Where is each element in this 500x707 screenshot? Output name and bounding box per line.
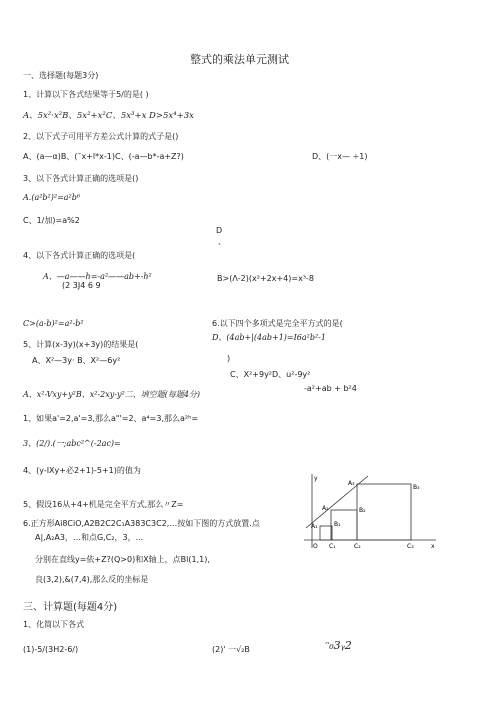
question-3-option-a: A.(a²b²)²=a²b⁶ [23, 193, 81, 202]
question-1: 1、计算以下各式结果等于5/的是( ) [23, 90, 149, 99]
question-3: 3、以下各式计算正确的选项是() [23, 174, 139, 183]
label-y: y [314, 475, 318, 482]
question-6-option-d: D、(4ab+|(4ab+1)=I6a²b²-1 [212, 333, 326, 342]
question-5-paren: ) [227, 354, 231, 363]
question-4-option-c: C>(a-b)²=a²-b² [23, 319, 84, 328]
label-a1: A₁ [311, 523, 318, 530]
fill-question-4: 4、(y-IXy+必2+1)-5+1)的值为 [23, 466, 141, 475]
question-4-option-a-denominators: (2 3J4 6 9 [62, 281, 101, 290]
fill-question-6: 6.正方形Ai8CiO,A2B2C2C₁A383C3C2,…按如下图的方式放置.点 [23, 519, 260, 528]
label-c1: C₁ [329, 543, 336, 550]
question-6-tail-expression: -a²+ab + b²4 [304, 384, 357, 393]
question-4-option-b: B>(Λ-2)(x²+2x+4)=x³-8 [217, 274, 315, 283]
label-a3: A₃ [348, 480, 355, 487]
section-calc-heading: 三、计算题(每题4分) [23, 602, 118, 613]
question-3-option-d-mark: 、 [218, 237, 226, 246]
fill-question-1: 1、如果a'=2,a'=3,那么a"'=2、a⁴=3,那么a²ʰ= [23, 414, 199, 423]
question-4-option-a: A、—a——h=-a²——ab+-h² [43, 272, 152, 281]
square-1 [320, 526, 332, 540]
question-2-option-d: D、(一x— ÷1) [312, 152, 368, 161]
fill-question-5: 5、假设16从+4+机是完全平方式,那么〃Z= [23, 500, 184, 509]
calc-question-1: 1、化简以下各式 [23, 620, 85, 629]
calc-question-1-part-2: (2)' 一√₂B [212, 645, 250, 654]
question-1-options: A、5x²·x²B、5x²+x²C、5x³+x D>5x⁴+3x [23, 111, 194, 121]
question-6-options-and-fill-heading: A、x²-Vxy+y²B、x²-2xy-y²二、填空题(每题4分) [23, 390, 201, 399]
calc-question-1-part-1: (1)-5/(3H2-6/) [23, 645, 79, 654]
label-b2: B₂ [359, 507, 366, 514]
question-4: 4、以下各式计算正确的选项是( [23, 251, 136, 260]
question-5-options-ab: A、X²—3y· B、X²—6y² [32, 356, 121, 365]
label-c2: C₂ [354, 543, 361, 550]
page-title: 整式的乘法单元测试 [190, 53, 289, 66]
calc-question-1-part-3: ᵔ₀3ᵧ2 [325, 639, 352, 652]
label-b3: B₃ [413, 484, 420, 491]
label-x: x [431, 543, 435, 550]
question-2: 2、以下式子可用平方差公式计算的式子是() [23, 132, 179, 141]
label-o: O [313, 543, 318, 550]
question-3-option-c: C、1/加)=a%2 [23, 216, 80, 225]
fill-question-6-line-3: 分别在直线y=依+Z?(Q>0)和X轴上，点Bl(1,1), [35, 555, 210, 564]
question-6: 6.以下四个多项式是完全平方式的是( [212, 319, 343, 328]
fill-question-3: 3、(2/).(一;abc²^(-2ac)= [23, 439, 121, 448]
label-b1: B₁ [334, 521, 341, 528]
section-choice-heading: 一、选择题(每题3分) [23, 71, 99, 80]
fill-question-6-line-2: A|,A₂A3，…和点G,C₂，3，... [35, 533, 144, 542]
squares-diagram [298, 472, 438, 552]
question-3-option-d: D [216, 226, 223, 235]
question-2-options: A、(a—α)B、(¯x+l*x-1)C、(-a—b*-a+Z?) [23, 152, 184, 161]
label-c3: C₃ [407, 543, 414, 550]
label-a2: A₂ [322, 505, 329, 512]
question-5: 5、计算(x-3y)(x+3y)的结果是( [23, 340, 139, 349]
fill-question-6-line-4: 良(3,2),&(7,4),那么反的坐标是 [35, 575, 149, 584]
question-5-options-cd: C、X²+9y²D、u²-9y² [230, 370, 311, 379]
